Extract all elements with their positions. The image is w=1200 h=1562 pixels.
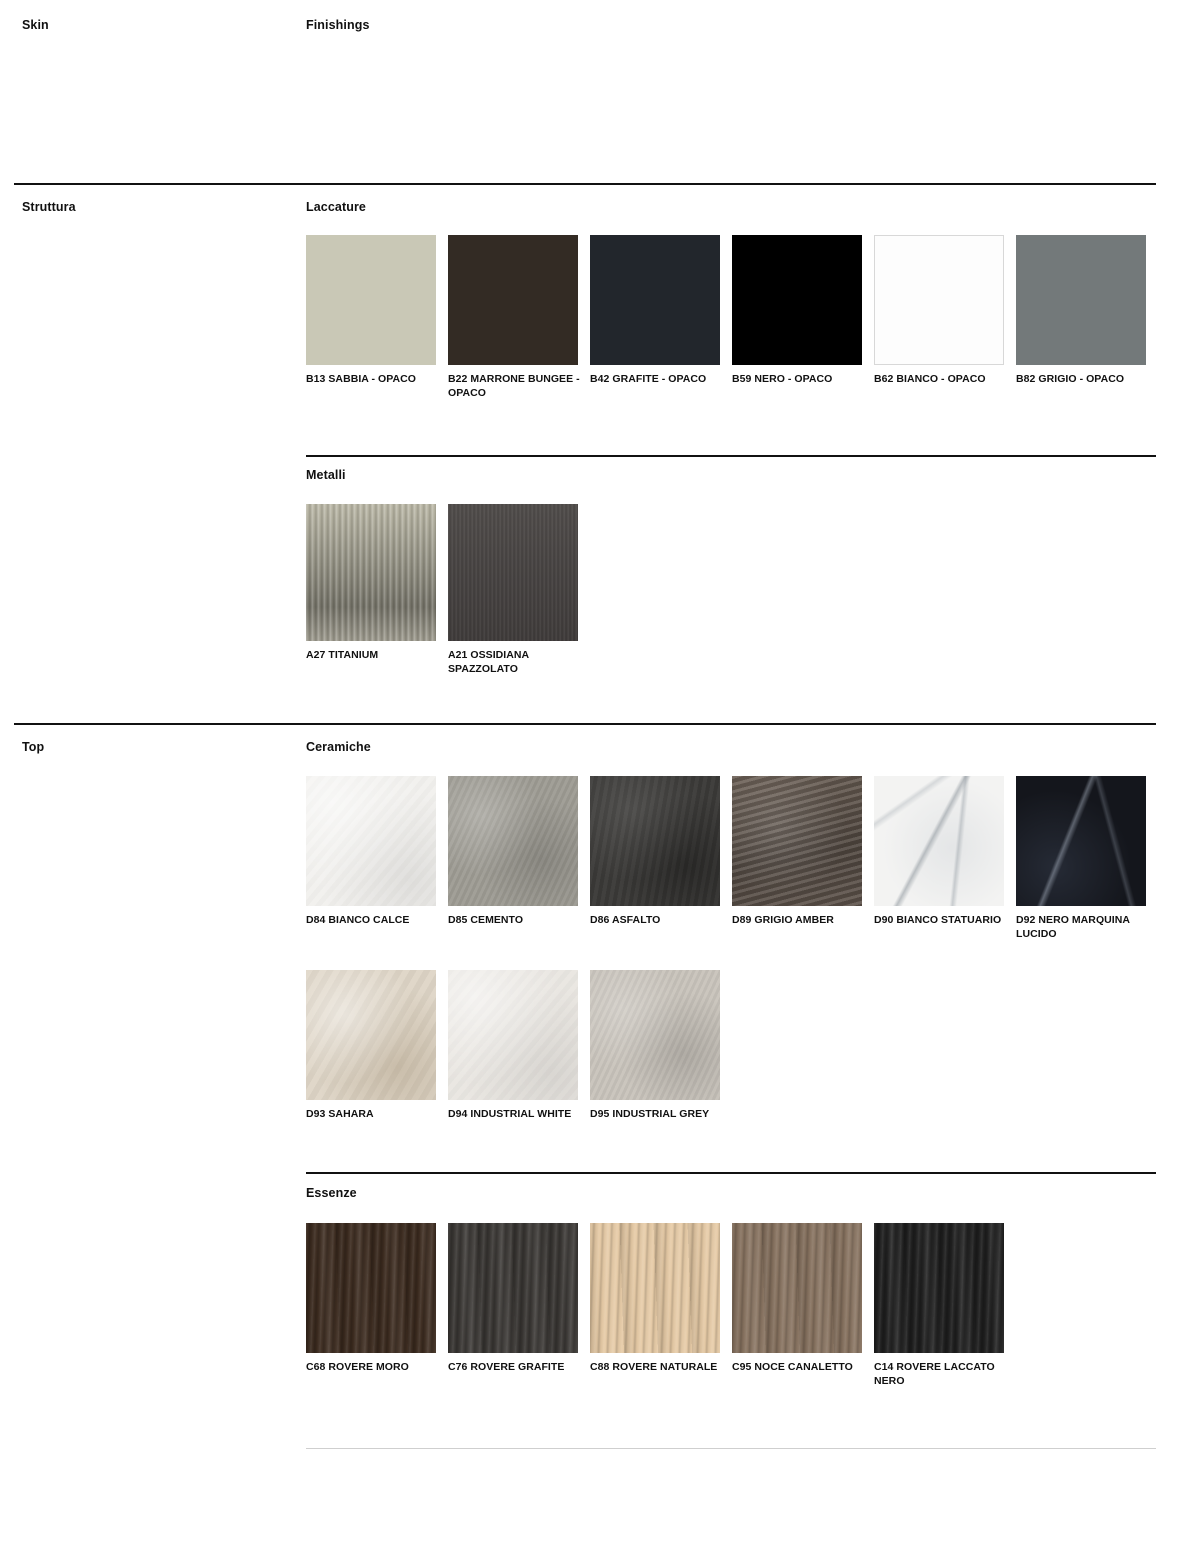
swatch-label: C76 ROVERE GRAFITE: [448, 1361, 565, 1373]
page-subtitle: Finishings: [306, 18, 370, 32]
swatch-item[interactable]: [306, 776, 448, 942]
swatch-item[interactable]: [448, 970, 590, 1122]
swatch-color-chip[interactable]: [590, 235, 720, 365]
swatch-item[interactable]: [306, 1223, 448, 1389]
swatch-color-chip[interactable]: [874, 1223, 1004, 1353]
section-divider: [14, 183, 1156, 185]
swatch-label: D86 ASFALTO: [590, 914, 661, 926]
swatch-label: A27 TITANIUM: [306, 649, 379, 661]
swatch-color-chip[interactable]: [732, 235, 862, 365]
swatch-color-chip[interactable]: [590, 970, 720, 1100]
group-label-metalli: Metalli: [306, 468, 346, 482]
swatch-color-chip[interactable]: [306, 235, 436, 365]
swatch-color-chip[interactable]: [1016, 235, 1146, 365]
swatch-grid-metalli: [306, 504, 1166, 677]
swatch-item[interactable]: [732, 235, 874, 401]
swatch-label: B62 BIANCO - OPACO: [874, 373, 986, 385]
swatch-label: D89 GRIGIO AMBER: [732, 914, 834, 926]
swatch-item[interactable]: [874, 1223, 1016, 1389]
swatch-grid-ceramiche: [306, 776, 1166, 1122]
swatch-item[interactable]: [590, 776, 732, 942]
swatch-item[interactable]: [732, 776, 874, 942]
swatch-item[interactable]: [874, 235, 1016, 401]
swatch-item[interactable]: [448, 504, 590, 677]
swatch-item[interactable]: [590, 1223, 732, 1389]
section-label-top: Top: [22, 740, 45, 754]
swatch-label: C68 ROVERE MORO: [306, 1361, 409, 1373]
swatch-label: D85 CEMENTO: [448, 914, 524, 926]
swatch-label: B82 GRIGIO - OPACO: [1016, 373, 1125, 385]
swatch-label: A21 OSSIDIANA SPAZZOLATO: [448, 649, 529, 675]
swatch-item[interactable]: [448, 235, 590, 401]
swatch-color-chip[interactable]: [448, 1223, 578, 1353]
swatch-color-chip[interactable]: [874, 235, 1004, 365]
section-label-struttura: Struttura: [22, 200, 76, 214]
swatch-color-chip[interactable]: [874, 776, 1004, 906]
group-label-essenze: Essenze: [306, 1186, 357, 1200]
swatch-item[interactable]: [590, 235, 732, 401]
swatch-color-chip[interactable]: [306, 504, 436, 641]
group-label-ceramiche: Ceramiche: [306, 740, 371, 754]
section-divider: [14, 723, 1156, 725]
page-header: [0, 18, 1200, 48]
swatch-color-chip[interactable]: [448, 504, 578, 641]
swatch-label: B42 GRAFITE - OPACO: [590, 373, 707, 385]
group-divider: [306, 1172, 1156, 1174]
swatch-label: D95 INDUSTRIAL GREY: [590, 1107, 710, 1120]
swatch-label: C88 ROVERE NATURALE: [590, 1361, 718, 1373]
swatch-item[interactable]: [306, 970, 448, 1122]
swatch-item[interactable]: [448, 1223, 590, 1389]
swatch-item[interactable]: [874, 776, 1016, 942]
swatch-label: B22 MARRONE BUNGEE - OPACO: [448, 373, 580, 399]
swatch-label: D92 NERO MARQUINA LUCIDO: [1016, 914, 1130, 940]
swatch-item[interactable]: [448, 776, 590, 942]
swatch-color-chip[interactable]: [448, 970, 578, 1100]
swatch-color-chip[interactable]: [306, 776, 436, 906]
swatch-label: C95 NOCE CANALETTO: [732, 1361, 853, 1373]
group-divider: [306, 455, 1156, 457]
swatch-color-chip[interactable]: [306, 970, 436, 1100]
row-spacer: [306, 942, 1166, 970]
swatch-color-chip[interactable]: [732, 776, 862, 906]
swatch-item[interactable]: [306, 235, 448, 401]
swatch-color-chip[interactable]: [306, 1223, 436, 1353]
swatch-label: D93 SAHARA: [306, 1107, 374, 1120]
footer-divider: [306, 1448, 1156, 1449]
swatch-item[interactable]: [590, 970, 732, 1122]
swatch-color-chip[interactable]: [448, 776, 578, 906]
group-label-laccature: Laccature: [306, 200, 366, 214]
swatch-color-chip[interactable]: [448, 235, 578, 365]
swatch-label: D90 BIANCO STATUARIO: [874, 914, 1002, 926]
swatch-color-chip[interactable]: [732, 1223, 862, 1353]
swatch-label: D84 BIANCO CALCE: [306, 914, 410, 926]
swatch-color-chip[interactable]: [590, 776, 720, 906]
swatch-item[interactable]: [1016, 235, 1158, 401]
swatch-label: B13 SABBIA - OPACO: [306, 373, 416, 385]
swatch-color-chip[interactable]: [1016, 776, 1146, 906]
swatch-item[interactable]: [1016, 776, 1158, 942]
swatch-item[interactable]: [732, 1223, 874, 1389]
swatch-item[interactable]: [306, 504, 448, 677]
page-title: Skin: [22, 18, 49, 32]
swatch-grid-laccature: [306, 235, 1166, 401]
swatch-label: C14 ROVERE LACCATO NERO: [874, 1361, 995, 1387]
swatch-label: B59 NERO - OPACO: [732, 373, 833, 385]
swatch-grid-essenze: [306, 1223, 1166, 1389]
swatch-label: D94 INDUSTRIAL WHITE: [448, 1107, 572, 1120]
swatch-color-chip[interactable]: [590, 1223, 720, 1353]
